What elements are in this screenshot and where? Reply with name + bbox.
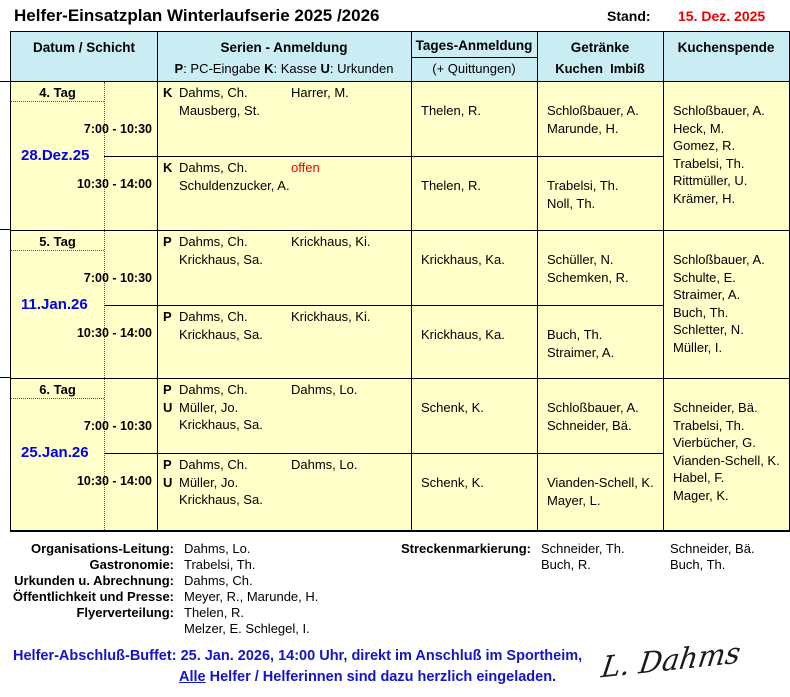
role-label: Öffentlichkeit und Presse: bbox=[12, 589, 174, 604]
day-block-5-tag bbox=[11, 230, 789, 378]
getraenke-cell-shift1 bbox=[537, 251, 663, 286]
helper-name: Krickhaus, Sa. bbox=[179, 492, 263, 507]
key-letter: P bbox=[163, 234, 172, 249]
helper-name: Heck, M. bbox=[673, 120, 725, 136]
buffet-text: 25. Jan. 2026, 14:00 Uhr, direkt im Anschluß im Sportheim, bbox=[180, 648, 583, 664]
header-tages-anmeldung: Tages-Anmeldung bbox=[415, 38, 533, 53]
shift1-time: 7:00 - 10:30 bbox=[83, 419, 152, 433]
helper-name: Krämer, H. bbox=[673, 190, 736, 206]
serien-cell-shift1 bbox=[157, 381, 411, 434]
serien-row bbox=[157, 456, 411, 474]
helper-name: Noll, Th. bbox=[547, 195, 596, 211]
stand-label: Stand: bbox=[607, 8, 651, 24]
tages-cell-shift2: Thelen, R. bbox=[421, 178, 481, 193]
key-letter: P bbox=[163, 457, 172, 472]
helper-name: Schloßbauer, A. bbox=[547, 400, 639, 415]
role-value: Dahms, Ch. bbox=[184, 573, 253, 588]
helper-name: Mayer, L. bbox=[547, 492, 601, 508]
helper-name: Dahms, Lo. bbox=[291, 382, 358, 397]
tages-cell-shift1: Krickhaus, Ka. bbox=[421, 252, 505, 267]
serien-cell-shift1 bbox=[157, 233, 411, 268]
helper-name: Marunde, H. bbox=[547, 120, 619, 136]
day-label: 4. Tag bbox=[39, 85, 76, 100]
shift1-time: 7:00 - 10:30 bbox=[83, 122, 152, 136]
buffet-announcement-line1 bbox=[13, 648, 582, 664]
role-value: Thelen, R. bbox=[184, 605, 244, 620]
role-value: Trabelsi, Th. bbox=[184, 557, 256, 572]
helper-name: Schüller, N. bbox=[547, 252, 614, 267]
helper-name: Dahms, Ch. bbox=[179, 85, 248, 100]
header-serien-legend bbox=[157, 60, 411, 78]
signature: L. Dahms bbox=[599, 635, 743, 685]
helper-name: Trabelsi, Th. bbox=[673, 155, 745, 171]
invitation-text: Helfer / Helferinnen sind dazu herzlich eingeladen. bbox=[209, 669, 557, 685]
shift2-time: 10:30 - 14:00 bbox=[76, 177, 152, 191]
role-label: Organisations-Leitung: bbox=[31, 541, 174, 556]
role-label: Flyerverteilung: bbox=[76, 605, 174, 620]
helper-name: Trabelsi, Th. bbox=[547, 178, 619, 193]
role-value: Buch, Th. bbox=[670, 557, 726, 572]
helper-name: Müller, Jo. bbox=[179, 474, 239, 490]
key-letter: P bbox=[163, 309, 172, 324]
legend-text-pc: : PC-Eingabe bbox=[183, 61, 265, 76]
shift1-time: 7:00 - 10:30 bbox=[83, 271, 152, 285]
helper-name: Dahms, Lo. bbox=[291, 457, 358, 472]
day-block-6-tag bbox=[11, 378, 789, 530]
serien-row bbox=[157, 84, 411, 102]
helper-name: Krickhaus, Ki. bbox=[291, 309, 371, 324]
helper-name: Habel, F. bbox=[673, 470, 725, 485]
open-slot-label: offen bbox=[291, 160, 320, 175]
day-date: 11.Jan.26 bbox=[21, 296, 88, 313]
serien-row bbox=[157, 399, 411, 417]
key-letter: P bbox=[163, 382, 172, 397]
helper-name: Mager, K. bbox=[673, 487, 729, 503]
legend-key-p: P bbox=[174, 61, 184, 76]
helper-name: Straimer, A. bbox=[547, 344, 615, 360]
serien-row bbox=[157, 159, 411, 177]
role-label: Urkunden u. Abrechnung: bbox=[14, 573, 174, 588]
helper-name: Harrer, M. bbox=[291, 85, 349, 100]
header-getraenke: Getränke bbox=[570, 40, 630, 55]
getraenke-cell-shift1 bbox=[537, 102, 663, 137]
tages-cell-shift1: Thelen, R. bbox=[421, 103, 481, 118]
helper-name: Müller, Jo. bbox=[179, 399, 239, 415]
serien-row bbox=[157, 251, 411, 269]
shift-divider bbox=[104, 156, 663, 157]
helper-name: Buch, Th. bbox=[673, 304, 729, 320]
getraenke-cell-shift2 bbox=[537, 177, 663, 212]
helper-name: Dahms, Ch. bbox=[179, 382, 248, 397]
kuchenspende-cell bbox=[663, 102, 789, 207]
helper-name: Trabelsi, Th. bbox=[673, 417, 745, 433]
role-label: Gastronomie: bbox=[89, 557, 174, 572]
day-label: 5. Tag bbox=[39, 234, 76, 249]
header-datum-schicht: Datum / Schicht bbox=[32, 40, 135, 55]
legend-text-kasse: : Kasse bbox=[273, 61, 321, 76]
shift2-time: 10:30 - 14:00 bbox=[76, 326, 152, 340]
role-value: Melzer, E. Schlegel, I. bbox=[184, 621, 310, 636]
key-letter: K bbox=[163, 160, 173, 175]
helper-name: Buch, Th. bbox=[547, 327, 603, 342]
serien-row bbox=[157, 177, 411, 195]
legend-key-u: U bbox=[320, 61, 330, 76]
role-value: Dahms, Lo. bbox=[184, 541, 251, 556]
legend-text-urkunden: : Urkunden bbox=[329, 61, 394, 76]
serien-row bbox=[157, 326, 411, 344]
helper-name: Schneider, Bä. bbox=[547, 417, 632, 433]
helper-name: Dahms, Ch. bbox=[179, 234, 248, 249]
helper-name: Schulte, E. bbox=[673, 269, 736, 285]
serien-row bbox=[157, 233, 411, 251]
serien-row bbox=[157, 381, 411, 399]
page-title: Helfer-Einsatzplan Winterlaufserie 2025 /2026 bbox=[14, 6, 380, 25]
helper-name: Vianden-Schell, K. bbox=[547, 475, 654, 490]
helper-name: Schneider, Bä. bbox=[673, 400, 758, 415]
day-date: 28.Dez.25 bbox=[21, 147, 90, 164]
day-date: 25.Jan.26 bbox=[21, 444, 89, 461]
serien-cell-shift2 bbox=[157, 456, 411, 509]
key-letter: K bbox=[163, 85, 173, 100]
serien-row bbox=[157, 474, 411, 492]
day-label: 6. Tag bbox=[39, 382, 76, 397]
helper-name: Schemken, R. bbox=[547, 269, 629, 285]
kuchenspende-cell bbox=[663, 399, 789, 504]
role-value: Meyer, R., Marunde, H. bbox=[184, 589, 319, 604]
header-serien-anmeldung: Serien - Anmeldung bbox=[220, 40, 348, 55]
role-value: Schneider, Bä. bbox=[670, 541, 755, 556]
helper-name: Schloßbauer, A. bbox=[673, 252, 765, 267]
helper-name: Mausberg, St. bbox=[179, 102, 260, 118]
buffet-announcement-line2 bbox=[179, 669, 556, 685]
serien-cell-shift1 bbox=[157, 84, 411, 119]
buffet-label: Helfer-Abschluß-Buffet: bbox=[13, 648, 177, 664]
helper-name: Dahms, Ch. bbox=[179, 160, 248, 175]
serien-cell-shift2 bbox=[157, 159, 411, 194]
serien-row bbox=[157, 102, 411, 120]
serien-row bbox=[157, 416, 411, 434]
getraenke-cell-shift2 bbox=[537, 326, 663, 361]
tages-cell-shift2: Krickhaus, Ka. bbox=[421, 327, 505, 342]
tages-cell-shift2: Schenk, K. bbox=[421, 475, 484, 490]
getraenke-cell-shift2 bbox=[537, 474, 663, 509]
helper-name: Krickhaus, Sa. bbox=[179, 326, 263, 342]
header-kuchen-imbiss: Kuchen Imbiß bbox=[555, 61, 645, 76]
key-letter: U bbox=[163, 474, 173, 490]
dotted-divider bbox=[104, 379, 105, 530]
role-value: Schneider, Th. bbox=[541, 541, 625, 556]
role-label-streckenmarkierung: Streckenmarkierung: bbox=[400, 541, 531, 556]
helper-name: Straimer, A. bbox=[673, 287, 741, 302]
helper-name: Vianden-Schell, K. bbox=[673, 452, 780, 468]
tages-cell-shift1: Schenk, K. bbox=[421, 400, 484, 415]
header-quittungen: (+ Quittungen) bbox=[432, 61, 516, 76]
serien-cell-shift2 bbox=[157, 308, 411, 343]
serien-row bbox=[157, 491, 411, 509]
helper-name: Rittmüller, U. bbox=[673, 173, 748, 188]
helper-name: Dahms, Ch. bbox=[179, 309, 248, 324]
day-block-4-tag bbox=[11, 82, 789, 230]
helper-name: Gomez, R. bbox=[673, 138, 736, 153]
shift2-time: 10:30 - 14:00 bbox=[76, 474, 152, 488]
serien-row bbox=[157, 308, 411, 326]
helper-name: Krickhaus, Sa. bbox=[179, 417, 263, 432]
helper-name: Krickhaus, Ki. bbox=[291, 234, 371, 249]
helper-name: Schletter, N. bbox=[673, 322, 744, 337]
helper-name: Schloßbauer, A. bbox=[673, 103, 765, 118]
plan-table bbox=[10, 31, 790, 532]
stand-date: 15. Dez. 2025 bbox=[678, 8, 766, 24]
helper-name: Müller, I. bbox=[673, 339, 723, 355]
shift-divider bbox=[104, 453, 663, 454]
role-value: Buch, R. bbox=[541, 557, 591, 572]
kuchenspende-cell bbox=[663, 251, 789, 356]
helper-name: Schloßbauer, A. bbox=[547, 103, 639, 118]
shift-divider bbox=[104, 305, 663, 306]
helper-name: Dahms, Ch. bbox=[179, 457, 248, 472]
emphasis-alle: Alle bbox=[179, 669, 206, 685]
helper-name: Krickhaus, Sa. bbox=[179, 251, 263, 267]
helper-name: Vierbücher, G. bbox=[673, 435, 756, 450]
legend-key-k: K bbox=[264, 61, 274, 76]
key-letter: U bbox=[163, 399, 173, 415]
header-kuchenspende: Kuchenspende bbox=[677, 40, 775, 55]
getraenke-cell-shift1 bbox=[537, 399, 663, 434]
helper-name: Schuldenzucker, A. bbox=[179, 177, 290, 193]
